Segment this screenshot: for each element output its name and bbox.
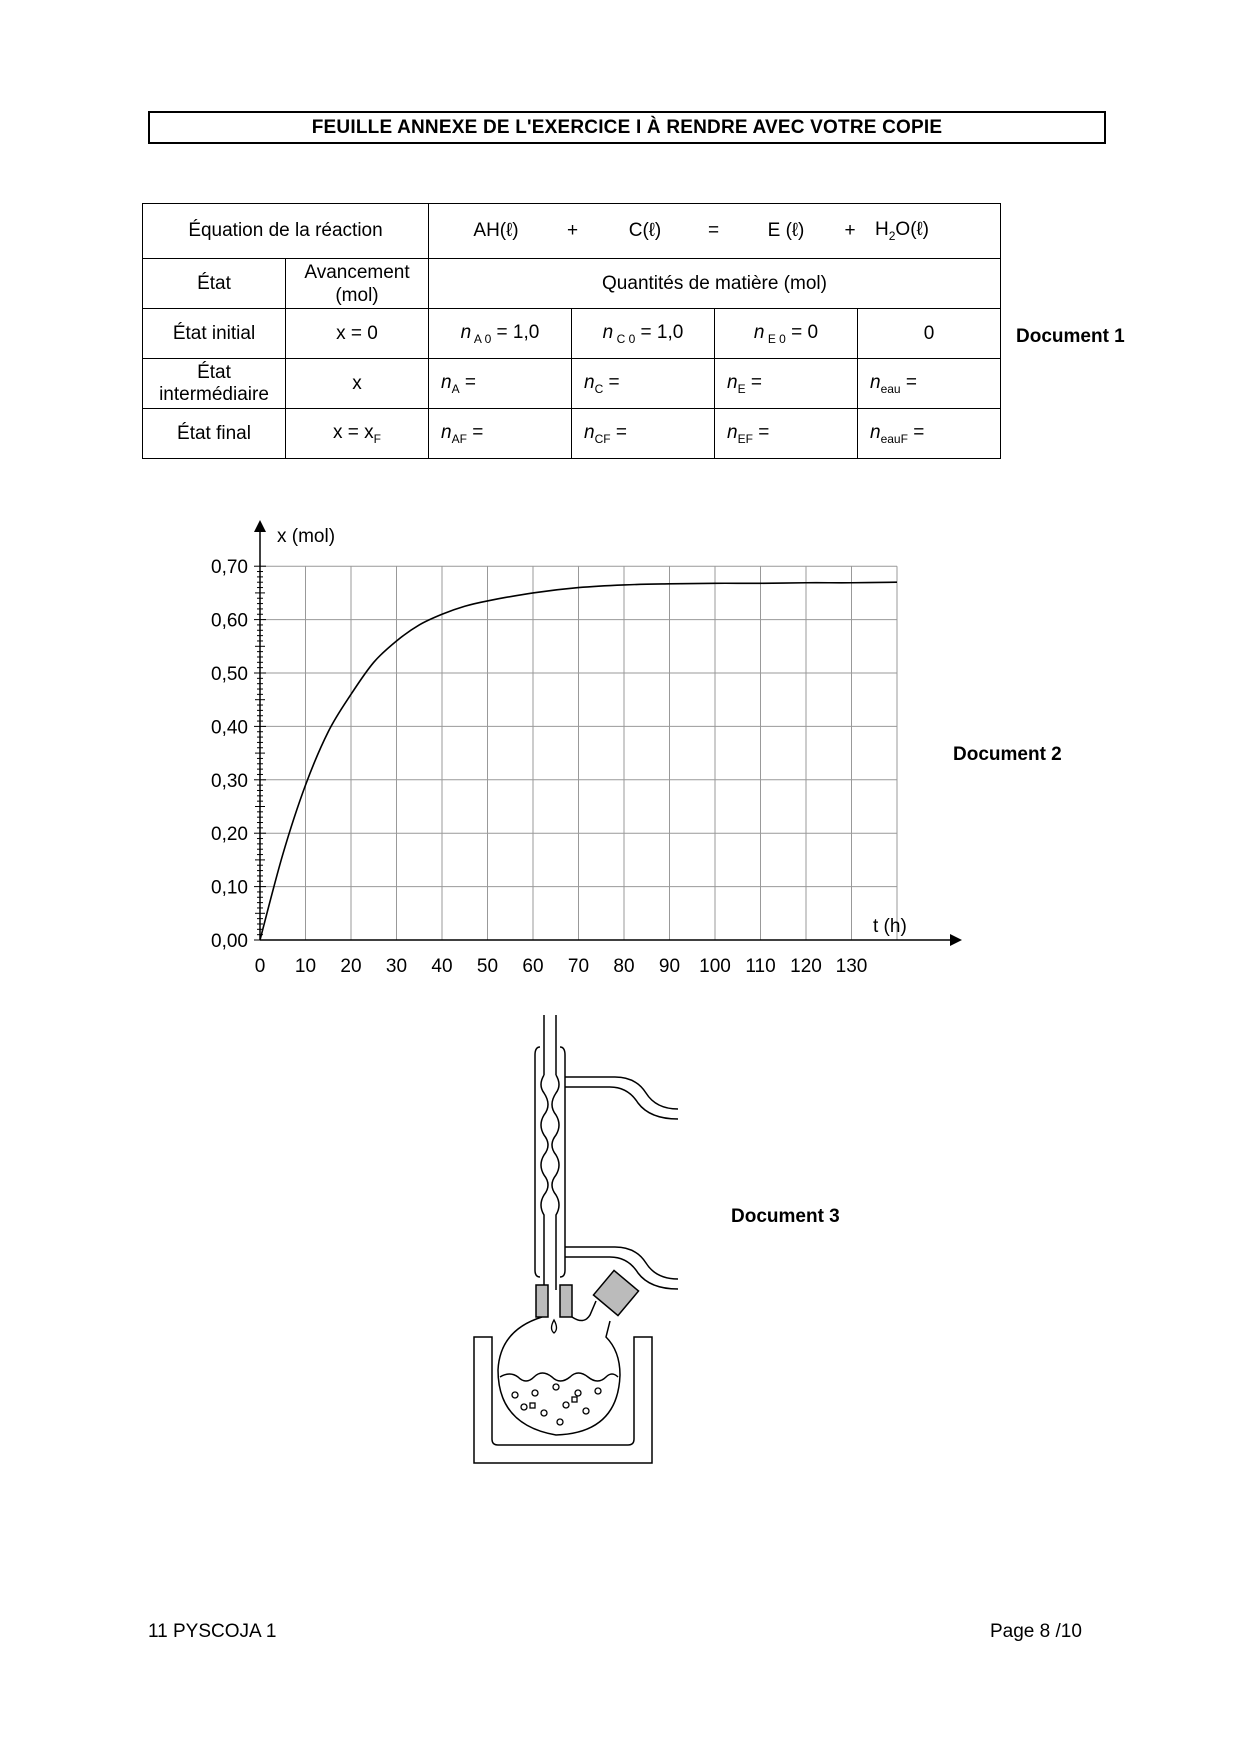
row-initial-na: n $_{A 0}$ = 1,0 (429, 309, 572, 359)
row-final-nc: $n_{CF}$ = (572, 409, 715, 459)
footer-code: 11 PYSCOJA 1 (148, 1621, 277, 1642)
row-final-label: État final (143, 409, 286, 459)
water-outlet-tube (565, 1077, 678, 1119)
row-initial-ne: n $_{E 0}$ = 0 (715, 309, 858, 359)
y-tick-label: 0,00 (211, 931, 248, 952)
quantites-header: Quantités de matière (mol) (429, 259, 1001, 309)
x-tick-label: 70 (567, 956, 590, 977)
row-initial-label: État initial (143, 309, 286, 359)
stopper-left (536, 1285, 548, 1317)
x-tick-label: 50 (476, 956, 499, 977)
y-axis-label: x (mol) (277, 526, 336, 547)
row-final-x: $x = x_F$ (286, 409, 429, 459)
document-3-label: Document 3 (731, 1206, 840, 1227)
condenser-jacket (535, 1047, 565, 1277)
y-tick-label: 0,10 (211, 877, 248, 899)
y-tick-label: 0,60 (211, 610, 248, 632)
reflux-apparatus-diagram (460, 1015, 700, 1495)
stopper-right (560, 1285, 572, 1317)
y-tick-label: 0,50 (211, 664, 248, 685)
document-1-label: Document 1 (1016, 326, 1125, 347)
row-initial-x: x = 0 (286, 309, 429, 359)
row-inter-neau: $n_{eau}$ = (858, 359, 1001, 409)
chart-axes (254, 520, 962, 946)
eq-plus-2: + (844, 219, 856, 241)
row-initial-nc: n $_{C 0}$ = 1,0 (572, 309, 715, 359)
row-inter-ne: $n_E$ = (715, 359, 858, 409)
boiling-stones (512, 1384, 601, 1425)
x-tick-label: 0 (254, 956, 266, 977)
advancement-table (142, 203, 1001, 459)
row-final-neau: $n_{eauF}$ = (858, 409, 1001, 459)
x-tick-label: 60 (522, 956, 544, 977)
x-axis-label: t (h) (873, 916, 907, 937)
x-tick-label: 120 (790, 956, 822, 977)
row-final-ne: $n_{EF}$ = (715, 409, 858, 459)
chart-grid (260, 566, 897, 940)
page-number: Page 8 /10 (990, 1621, 1082, 1642)
eq-product-e: E (ℓ) (767, 219, 805, 241)
document-2-label: Document 2 (953, 744, 1062, 765)
equation-cell (429, 204, 1001, 259)
annex-title: FEUILLE ANNEXE DE L'EXERCICE I À RENDRE AVEC VOTRE COPIE (148, 111, 1106, 144)
x-tick-label: 20 (340, 956, 362, 977)
eq-product-h2o: $H_2O(\ell)$ (875, 219, 929, 243)
x-tick-labels (255, 956, 868, 977)
row-initial-neau: 0 (858, 309, 1001, 359)
x-tick-label: 100 (699, 956, 731, 977)
row-inter-label: État intermédiaire (143, 359, 286, 409)
x-tick-label: 130 (835, 956, 868, 977)
x-tick-label: 80 (613, 956, 635, 977)
x-tick-label: 30 (385, 956, 408, 977)
y-tick-label: 0,30 (211, 770, 248, 792)
drop (552, 1320, 557, 1333)
x-tick-label: 110 (745, 956, 776, 977)
eq-plus-1: + (566, 219, 579, 241)
x-tick-label: 10 (294, 956, 317, 977)
y-tick-label: 0,70 (211, 557, 248, 579)
equation-label: Équation de la réaction (143, 204, 429, 259)
row-final-na: $n_{AF}$ = (429, 409, 572, 459)
row-inter-nc: $n_C$ = (572, 359, 715, 409)
y-axis-arrow (254, 520, 266, 532)
y-tick-label: 0,20 (211, 824, 248, 846)
avancement-header: Avancement (mol) (286, 259, 429, 309)
eq-reactant-ah: AH(ℓ) (473, 219, 519, 241)
y-tick-label: 0,40 (211, 717, 248, 739)
x-tick-label: 40 (431, 956, 453, 977)
eq-reactant-c: C(ℓ) (628, 219, 662, 241)
condenser-inner-tube (541, 1015, 559, 1290)
side-neck-stopper (593, 1270, 638, 1315)
liquid-surface (500, 1373, 618, 1381)
x-axis-arrow (950, 934, 962, 946)
eq-equals: = (707, 219, 720, 241)
y-tick-labels (211, 557, 248, 952)
row-inter-na: $n_A$ = (429, 359, 572, 409)
row-inter-x: x (286, 359, 429, 409)
advancement-chart (190, 510, 990, 990)
x-tick-label: 90 (658, 956, 681, 977)
etat-header: État (143, 259, 286, 309)
round-bottom-flask (498, 1301, 620, 1435)
